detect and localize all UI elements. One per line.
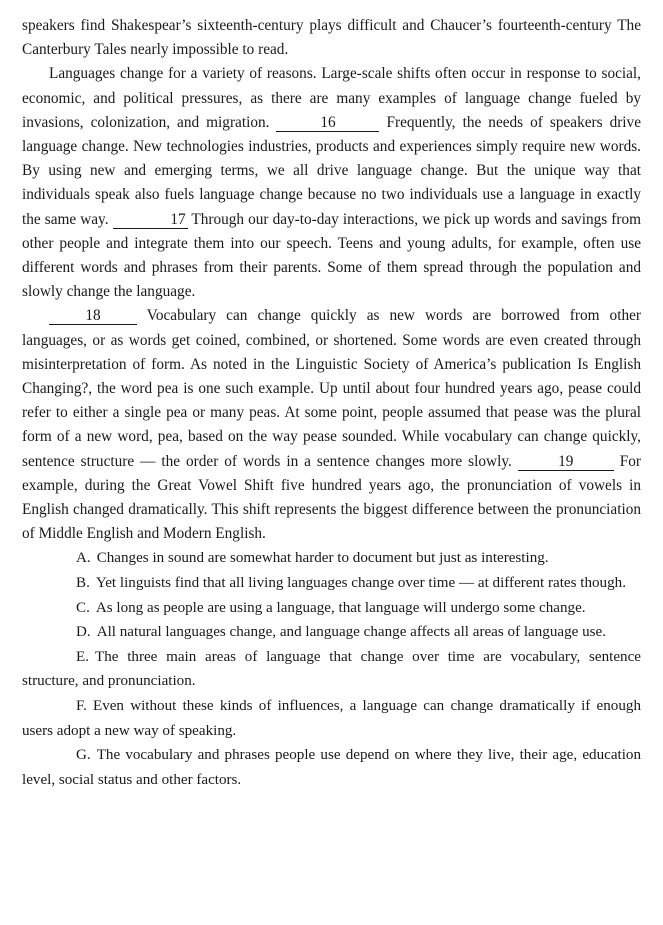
paragraph-2-text-c: Through our day-to-day interactions, we pick up words and savings from other people and integrate them into our speech. Teens and young adults, for example, often use different words and phrases from their parents. Some of them spread through the population and slowly change the language. — [22, 210, 641, 301]
option-b — [22, 571, 641, 596]
blank-17: 17 — [113, 211, 188, 229]
option-d — [22, 620, 641, 645]
blank-18: 18 — [49, 307, 137, 325]
option-letter: D. — [76, 624, 91, 641]
option-text: As long as people are using a language, that language will undergo some change. — [95, 599, 586, 616]
option-f — [22, 694, 641, 743]
paragraph-2-text-a: Languages change for a variety of reasons. Large-scale shifts often occur in response to social, economic, and political pressures, as there are many examples of language change fueled by invasions, colonization, and migration. — [22, 65, 641, 131]
paragraph-3-text-b: For example, during the Great Vowel Shift five hundred years ago, the pronunciation of vowels in English changed dramatically. This shift represents the biggest difference between the pronunciation of Middle English and Modern English. — [22, 452, 641, 543]
option-letter: A. — [76, 550, 91, 567]
option-c — [22, 596, 641, 621]
option-letter: G. — [76, 747, 91, 764]
option-text: The vocabulary and phrases people use depend on where they live, their age, education level, social status and other factors. — [22, 747, 641, 788]
paragraph-1 — [22, 14, 641, 62]
option-e — [22, 645, 641, 694]
option-g — [22, 743, 641, 792]
option-letter: E. — [76, 648, 89, 665]
option-text: Even without these kinds of influences, a language can change dramatically if enough users adopt a new way of speaking. — [22, 698, 641, 739]
option-letter: C. — [76, 599, 90, 616]
option-text: The three main areas of language that change over time are vocabulary, sentence structure, and pronunciation. — [22, 648, 641, 690]
option-text: All natural languages change, and language change affects all areas of language use. — [96, 624, 607, 641]
paragraph-3 — [22, 304, 641, 546]
paragraph-2-text-b: Frequently, the needs of speakers drive language change. New technologies industries, products and experiences simply require new words. By using new and emerging terms, we all drive language change. But the unique way that individuals speak also fuels language change because no two individuals use a language in exactly the same way. — [22, 113, 641, 228]
option-text: Yet linguists find that all living languages change over time — at different rates though. — [95, 575, 626, 592]
option-a — [22, 546, 641, 571]
option-text: Changes in sound are somewhat harder to document but just as interesting. — [96, 550, 549, 567]
paragraph-2 — [22, 62, 641, 304]
paragraph-3-text-a: Vocabulary can change quickly as new words are borrowed from other languages, or as words get coined, combined, or shortened. Some words are even created through misinterpretation of form. As noted in the Linguistic Society of America’s publication Is English Changing?, the word pea is one such example. Up until about four hundred years ago, pease could refer to either a single pea or many peas. At some point, people assumed that pease was the plural form of a new word, pea, based on the way pease sounded. While vocabulary can change quickly, sentence structure — the order of words in a sentence changes more slowly. — [22, 307, 641, 470]
option-letter: B. — [76, 575, 90, 592]
blank-19: 19 — [518, 453, 614, 471]
option-letter: F. — [76, 698, 87, 715]
options-list — [22, 546, 641, 792]
paragraph-1-text: speakers find Shakespear’s sixteenth-century plays difficult and Chaucer’s fourteenth-century The Canterbury Tales nearly impossible to read. — [22, 17, 641, 59]
blank-16: 16 — [276, 114, 379, 132]
